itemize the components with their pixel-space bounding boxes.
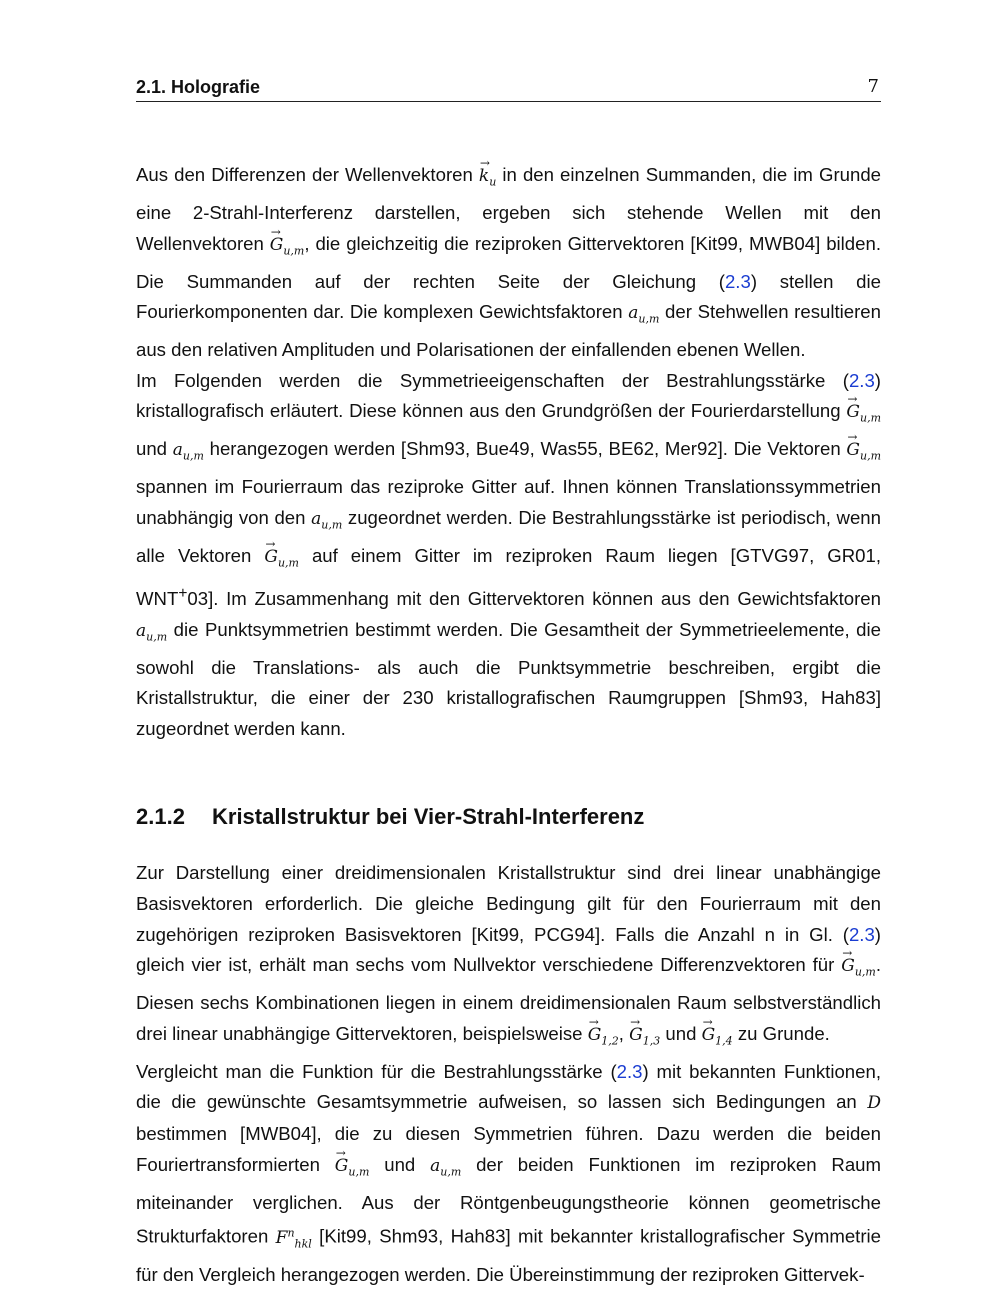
- subscript: u,m: [283, 243, 305, 257]
- text: die Punktsymmetrien bestimmt werden. Die Gesamtheit der Symmetrieelemente, die sowohl die Translations- als auch die Punktsymmetrie beschreiben, ergibt die Kristallstruktur, die einer der 230 kristallografischen Raumgruppen [Shm93, Hah83] zugeordnet werden kann.: [136, 618, 881, 739]
- symbol: a: [311, 508, 322, 529]
- text: herangezogen werden [Shm93, Bue49, Was55, BE62, Mer92]. Die Vektoren: [203, 438, 847, 460]
- section-heading: [136, 802, 881, 858]
- text: auf einem Gitter im reziproken Raum liegen [GTVG97, GR01, WNT: [136, 544, 881, 610]
- subscript: hkl: [294, 1237, 312, 1251]
- subscript: u,m: [321, 518, 343, 532]
- text: spannen im Fourierraum das reziproke Gitter auf. Ihnen können Translationssymmetrien unabhängig von den: [136, 476, 881, 528]
- symbol: a: [136, 620, 147, 641]
- vector-symbol: → G: [846, 435, 860, 466]
- math-G-13: [629, 1024, 661, 1048]
- vector-symbol: → k: [479, 161, 489, 192]
- text: zu Grunde.: [732, 1022, 830, 1044]
- superscript: n: [287, 1226, 295, 1240]
- subscript: u,m: [146, 630, 168, 644]
- paragraph-crystal-structure: [136, 858, 881, 1056]
- text: . Diesen sechs Kombinationen liegen in einem dreidimensionalen Raum selbstverständlich drei linear unabhängige Gittervektoren, beispielsweise: [136, 954, 881, 1044]
- math-k-vector: [478, 166, 497, 189]
- math-a-um: [136, 620, 168, 644]
- text: bestimmen [MWB04], die zu diesen Symmetrien führen. Dazu werden die beiden Fouriertransformierten: [136, 1122, 881, 1175]
- math-G-um: [335, 1156, 370, 1176]
- vector-symbol: → G: [588, 1020, 602, 1051]
- math-G-um: [264, 546, 299, 570]
- text: ,: [618, 1022, 630, 1044]
- subscript: u,m: [859, 449, 881, 463]
- subscript: u,m: [182, 449, 204, 463]
- math-a-um: [172, 440, 204, 463]
- subscript: u,m: [440, 1164, 462, 1178]
- text: 03]. Im Zusammenhang mit den Gittervektoren können aus den Gewichtsfaktoren: [187, 588, 881, 610]
- text: Im Folgenden werden die Symmetrieeigenschaften der Bestrahlungsstärke (: [136, 369, 849, 391]
- paragraph-symmetry: [136, 366, 881, 745]
- text: Zur Darstellung einer dreidimensionalen Kristallstruktur sind drei linear unabhängige Basisvektoren erforderlich. Die gleiche Bedingung gilt für den Fourierraum mit den zugehörigen reziproken Basisvektoren [Kit99, PCG94]. Falls die Anzahl n in Gl. (: [136, 862, 881, 945]
- text: [Kit99, Shm93, Hah83] mit bekannter kristallografischer Symmetrie für den Vergleich herangezogen werden. Die Übereinstimmung der reziproken Gittervek-: [136, 1225, 881, 1285]
- paragraph-comparison: [136, 1057, 881, 1291]
- subscript: 1,3: [642, 1034, 661, 1048]
- subscript: u,m: [859, 411, 881, 425]
- vector-symbol: → G: [270, 230, 284, 261]
- math-G-um: [846, 440, 881, 463]
- math-a-um: [311, 508, 343, 532]
- text: zugeordnet werden. Die Bestrahlungsstärke ist periodisch, wenn alle Vektoren: [136, 506, 881, 566]
- subscript: u,m: [638, 312, 660, 326]
- symbol: F: [275, 1227, 288, 1248]
- equation-reference-link[interactable]: 2.3: [848, 923, 875, 945]
- text: der beiden Funktionen im reziproken Raum miteinander verglichen. Aus der Röntgenbeugungstheorie können geometrische Strukturfaktoren: [136, 1153, 882, 1247]
- text: , die gleichzeitig die reziproken Gittervektoren [Kit99, MWB04] bilden. Die Summanden auf der rechten Seite der Gleichung (: [136, 232, 881, 292]
- text: ) kristallografisch erläutert. Diese können aus den Grundgrößen der Fourierdarstellung: [136, 369, 881, 422]
- text: ) stellen die Fourierkomponenten dar. Die komplexen Gewichtsfaktoren: [136, 270, 881, 323]
- text: Vergleicht man die Funktion für die Bestrahlungsstärke (: [136, 1060, 617, 1082]
- symbol: a: [172, 440, 183, 461]
- math-G-12: [587, 1024, 619, 1048]
- subscript: 1,4: [715, 1034, 733, 1048]
- symbol: a: [430, 1155, 441, 1176]
- math-G-um: [846, 402, 881, 425]
- subscript: u,m: [854, 965, 876, 979]
- section-number: 2.1.2: [136, 804, 185, 830]
- vector-symbol: → G: [841, 951, 855, 982]
- math-G-um: [270, 235, 305, 255]
- text: ) mit bekannten Funktionen, die die gewünschte Gesamtsymmetrie aufweisen, so lassen sich Bedingungen an: [136, 1060, 882, 1113]
- math-G-14: [701, 1024, 733, 1048]
- text: Aus den Differenzen der Wellenvektoren: [136, 164, 479, 185]
- math-F-hkl: [275, 1226, 312, 1251]
- symbol: a: [628, 303, 639, 324]
- math-a-um: [430, 1156, 461, 1176]
- running-header: [136, 75, 881, 102]
- subscript: 1,2: [601, 1034, 619, 1048]
- math-G-um: [841, 956, 876, 979]
- text: der Stehwellen resultieren aus den relativen Amplituden und Polarisationen der einfallenden ebenen Wellen.: [136, 301, 881, 361]
- vector-symbol: → G: [846, 397, 860, 428]
- equation-reference-link[interactable]: 2.3: [724, 270, 751, 292]
- citation-superscript: +: [178, 584, 188, 602]
- equation-reference-link[interactable]: 2.3: [848, 369, 875, 391]
- math-a-um: [628, 303, 660, 326]
- vector-symbol: → G: [264, 542, 278, 573]
- subscript: u: [489, 175, 497, 189]
- text: in den einzelnen Summanden, die im Grunde eine 2-Strahl-Interferenz darstellen, ergeben sich stehende Wellen mit den Wellenvektoren: [136, 164, 882, 254]
- vector-symbol: → G: [629, 1020, 643, 1051]
- text: ) gleich vier ist, erhält man sechs vom Nullvektor verschiedene Differenzvektoren für: [136, 923, 881, 976]
- subscript: u,m: [348, 1164, 370, 1178]
- section-title: Kristallstruktur bei Vier-Strahl-Interferenz: [212, 804, 645, 830]
- vector-symbol: → G: [335, 1151, 349, 1182]
- text: und: [660, 1022, 702, 1044]
- header-section-title: 2.1. Holografie: [136, 77, 261, 97]
- paragraph-wave-vectors: [136, 160, 881, 366]
- main-content: [136, 160, 881, 1290]
- page-number: 7: [867, 76, 879, 97]
- vector-symbol: → G: [702, 1020, 716, 1051]
- text: und: [136, 438, 173, 460]
- text: und: [369, 1153, 431, 1175]
- subscript: u,m: [277, 556, 299, 570]
- math-D: D: [867, 1093, 881, 1114]
- equation-reference-link[interactable]: 2.3: [616, 1060, 643, 1082]
